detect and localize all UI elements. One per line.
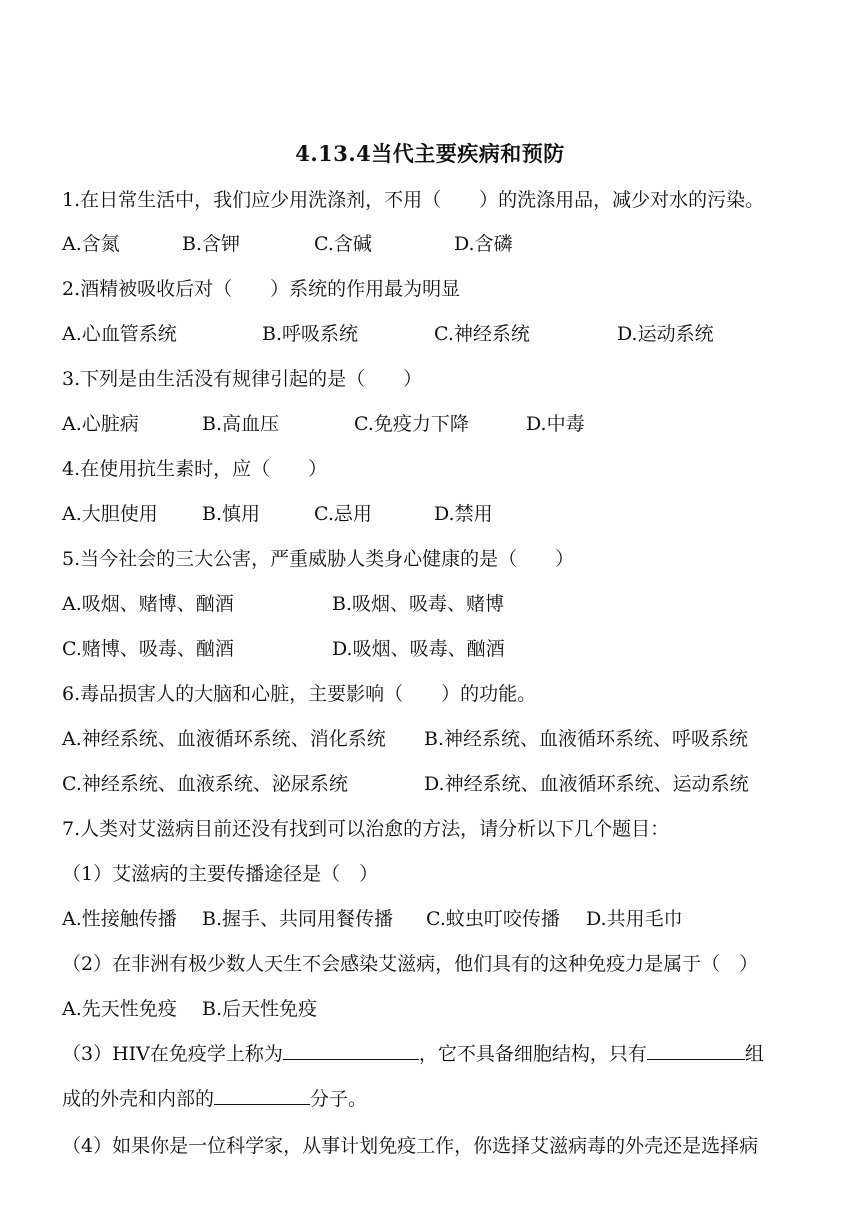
question-7-3-text-a: （3）HIV在免疫学上称为 — [62, 1043, 283, 1065]
question-6-options-row-1 — [62, 726, 822, 752]
question-6-options-row-2 — [62, 771, 822, 797]
option-c: C.免疫力下降 — [354, 413, 469, 435]
question-7-stem: 7.人类对艾滋病目前还没有找到可以治愈的方法，请分析以下几个题目： — [62, 818, 670, 840]
question-7-2-options — [62, 996, 822, 1022]
option-b: B.呼吸系统 — [262, 323, 359, 345]
option-a: A.含氮 — [62, 233, 120, 255]
question-7-3-text-b: ，它不具备细胞结构，只有 — [418, 1043, 647, 1065]
option-a: A.大胆使用 — [62, 503, 158, 525]
question-7-3-stem-line-1 — [62, 1041, 822, 1067]
option-b: B.后天性免疫 — [202, 998, 318, 1020]
blank-3[interactable] — [214, 1086, 310, 1105]
option-d: D.神经系统、血液循环系统、运动系统 — [424, 773, 749, 795]
question-7-3-stem-line-2 — [62, 1086, 822, 1112]
question-3-stem: 3.下列是由生活没有规律引起的是（ ） — [62, 368, 423, 390]
question-7-3-text-c: 组 — [744, 1043, 764, 1065]
question-7-2-stem: （2）在非洲有极少数人天生不会感染艾滋病，他们具有的这种免疫力是属于（ ） — [62, 953, 759, 975]
option-d: D.禁用 — [434, 503, 493, 525]
option-b: B.神经系统、血液循环系统、呼吸系统 — [424, 728, 749, 750]
question-7-4-stem: （4）如果你是一位科学家，从事计划免疫工作，你选择艾滋病毒的外壳还是选择病 — [62, 1135, 759, 1157]
option-a: A.心血管系统 — [62, 323, 177, 345]
question-7-3-text-d: 成的外壳和内部的 — [62, 1088, 215, 1110]
page-title: 4.13.4当代主要疾病和预防 — [295, 141, 565, 166]
question-5-options-row-1 — [62, 591, 822, 617]
question-7-3-text-e: 分子。 — [310, 1088, 368, 1110]
question-4-options — [62, 501, 822, 527]
option-b: B.慎用 — [202, 503, 261, 525]
question-2-options — [62, 321, 822, 347]
option-c: C.赌博、吸毒、酗酒 — [62, 638, 234, 660]
question-3-options — [62, 411, 822, 437]
question-2-stem: 2.酒精被吸收后对（ ）系统的作用最为明显 — [62, 278, 461, 300]
question-7-1-options — [62, 906, 822, 932]
option-b: B.含钾 — [182, 233, 241, 255]
question-5-options-row-2 — [62, 636, 822, 662]
option-a: A.吸烟、赌博、酗酒 — [62, 593, 234, 615]
question-7-1-stem: （1）艾滋病的主要传播途径是（ ） — [62, 863, 379, 885]
option-b: B.吸烟、吸毒、赌博 — [332, 593, 505, 615]
option-a: A.性接触传播 — [62, 908, 177, 930]
option-d: D.运动系统 — [617, 323, 714, 345]
question-1-stem: 1.在日常生活中，我们应少用洗涤剂，不用（ ）的洗涤用品，减少对水的污染。 — [62, 189, 765, 211]
option-c: C.含碱 — [314, 233, 372, 255]
question-4-stem: 4.在使用抗生素时，应（ ） — [62, 458, 328, 480]
question-6-stem: 6.毒品损害人的大脑和心脏，主要影响（ ）的功能。 — [62, 683, 537, 705]
option-c: C.忌用 — [314, 503, 372, 525]
option-d: D.共用毛巾 — [586, 908, 683, 930]
option-d: D.含磷 — [454, 233, 513, 255]
option-a: A.先天性免疫 — [62, 998, 177, 1020]
option-c: C.蚊虫叮咬传播 — [426, 908, 560, 930]
option-b: B.握手、共同用餐传播 — [202, 908, 394, 930]
blank-2[interactable] — [647, 1041, 745, 1060]
question-5-stem: 5.当今社会的三大公害，严重威胁人类身心健康的是（ ） — [62, 548, 575, 570]
option-d: D.中毒 — [526, 413, 585, 435]
option-a: A.神经系统、血液循环系统、消化系统 — [62, 728, 386, 750]
blank-1[interactable] — [283, 1041, 419, 1060]
option-c: C.神经系统 — [434, 323, 530, 345]
option-d: D.吸烟、吸毒、酗酒 — [332, 638, 505, 660]
option-b: B.高血压 — [202, 413, 280, 435]
option-a: A.心脏病 — [62, 413, 139, 435]
option-c: C.神经系统、血液系统、泌尿系统 — [62, 773, 348, 795]
question-1-options — [62, 231, 822, 257]
